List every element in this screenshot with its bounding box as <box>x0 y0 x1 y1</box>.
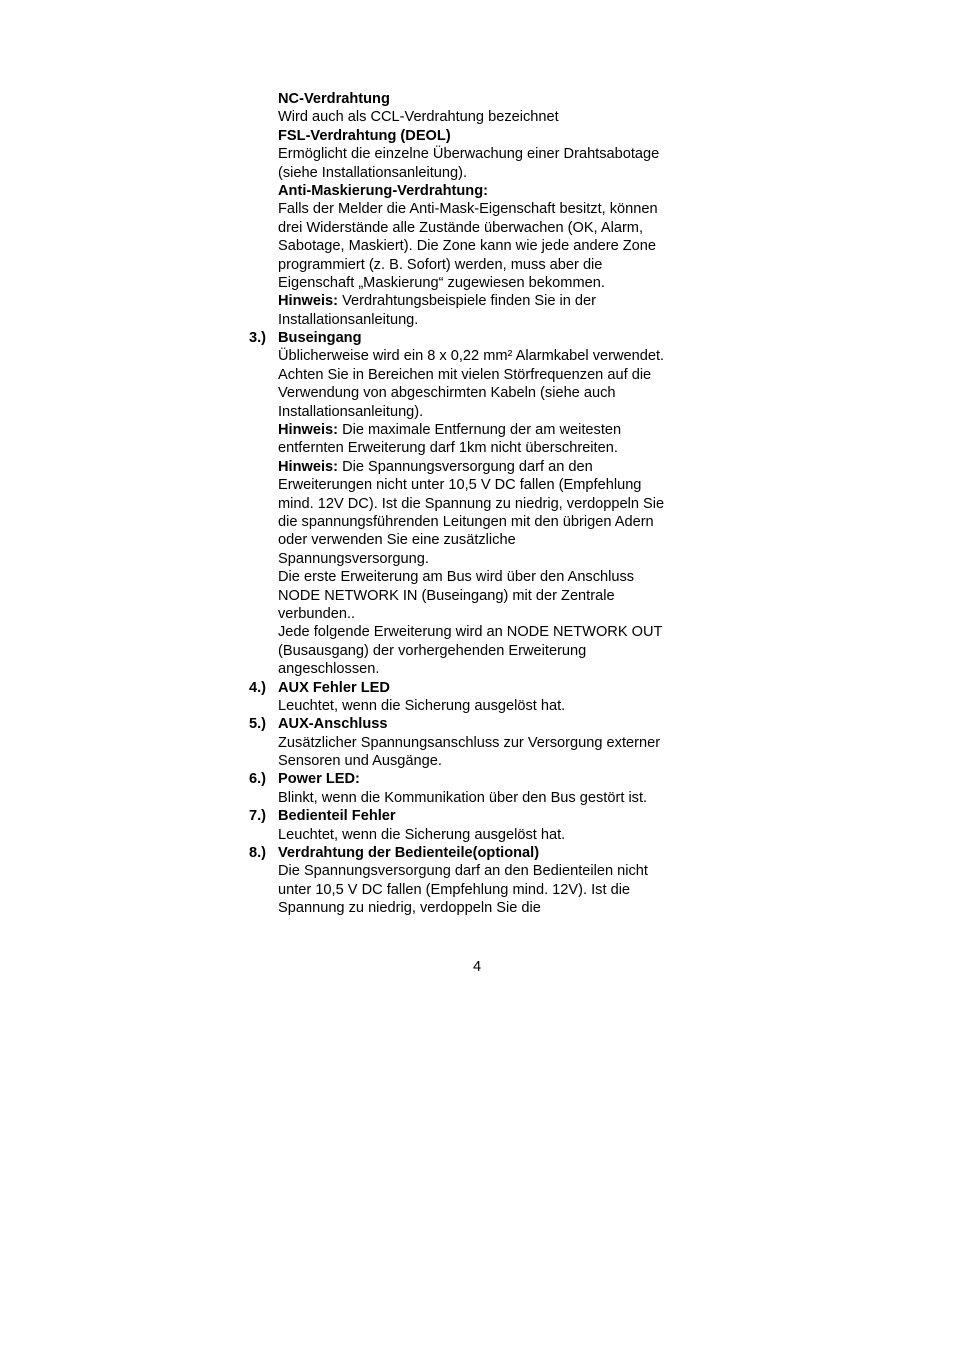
item-heading-5 <box>249 715 718 733</box>
item-heading-7 <box>249 807 718 825</box>
item-title: Power LED: <box>278 771 360 788</box>
note-text: Die Spannungsversorgung darf an den <box>338 458 593 475</box>
body-line: drei Widerstände alle Zustände überwachen (OK, Alarm, <box>278 219 644 236</box>
body-line: Jede folgende Erweiterung wird an NODE NETWORK OUT <box>278 624 663 641</box>
item-number: 3.) <box>249 330 267 347</box>
body-line: Ermöglicht die einzelne Überwachung einer Drahtsabotage <box>278 146 660 163</box>
body-line: angeschlossen. <box>278 661 380 678</box>
body-line: Sensoren und Ausgänge. <box>278 753 442 770</box>
item-title: Bedienteil Fehler <box>278 808 396 825</box>
body-line: die spannungsführenden Leitungen mit den übrigen Adern <box>278 513 654 530</box>
item-heading-6 <box>249 770 718 788</box>
note-line <box>278 292 718 310</box>
body-line: oder verwenden Sie eine zusätzliche <box>278 532 516 549</box>
body-line: Die Spannungsversorgung darf an den Bedienteilen nicht <box>278 863 648 880</box>
heading-anti-maskierung: Anti-Maskierung-Verdrahtung: <box>278 182 488 199</box>
note-label: Hinweis: <box>278 458 339 475</box>
item-title: Verdrahtung der Bedienteile(optional) <box>278 845 540 862</box>
body-line: entfernten Erweiterung darf 1km nicht überschreiten. <box>278 440 618 457</box>
item-number: 7.) <box>249 808 267 825</box>
note-label: Hinweis: <box>278 422 339 439</box>
body-line: Verwendung von abgeschirmten Kabeln (siehe auch <box>278 385 616 402</box>
body-line: Leuchtet, wenn die Sicherung ausgelöst hat. <box>278 697 566 714</box>
page-content <box>249 90 718 918</box>
note-line <box>278 421 718 439</box>
body-line: Eigenschaft „Maskierung“ zugewiesen bekommen. <box>278 274 605 291</box>
body-line: (Busausgang) der vorhergehenden Erweiterung <box>278 642 587 659</box>
body-line: Spannung zu niedrig, verdoppeln Sie die <box>278 900 541 917</box>
item-heading-3 <box>249 329 718 347</box>
note-text: Die maximale Entfernung der am weitesten <box>338 422 622 439</box>
body-line: Üblicherweise wird ein 8 x 0,22 mm² Alarmkabel verwendet. <box>278 348 665 365</box>
body-line: Installationsanleitung. <box>278 311 419 328</box>
body-line: Leuchtet, wenn die Sicherung ausgelöst hat. <box>278 826 566 843</box>
body-line: Spannungsversorgung. <box>278 550 429 567</box>
body-line: Blinkt, wenn die Kommunikation über den Bus gestört ist. <box>278 789 648 806</box>
item-title: Buseingang <box>278 330 362 347</box>
note-label: Hinweis: <box>278 293 339 310</box>
body-line: Erweiterungen nicht unter 10,5 V DC fallen (Empfehlung <box>278 477 642 494</box>
heading-nc-verdrahtung: NC-Verdrahtung <box>278 91 390 107</box>
page-number: 4 <box>472 959 482 975</box>
body-line: unter 10,5 V DC fallen (Empfehlung mind. 12V). Ist die <box>278 881 631 898</box>
body-line: NODE NETWORK IN (Buseingang) mit der Zentrale <box>278 587 615 604</box>
item-heading-8 <box>249 844 718 862</box>
body-line: Zusätzlicher Spannungsanschluss zur Versorgung externer <box>278 734 661 751</box>
body-line: Falls der Melder die Anti-Mask-Eigenschaft besitzt, können <box>278 201 658 218</box>
body-line: programmiert (z. B. Sofort) werden, muss aber die <box>278 256 603 273</box>
note-line <box>278 458 718 476</box>
body-line: mind. 12V DC). Ist die Spannung zu niedrig, verdoppeln Sie <box>278 495 665 512</box>
item-number: 8.) <box>249 845 267 862</box>
item-heading-4 <box>249 679 718 697</box>
heading-fsl-verdrahtung: FSL-Verdrahtung (DEOL) <box>278 127 451 144</box>
body-line: Wird auch als CCL-Verdrahtung bezeichnet <box>278 109 559 126</box>
body-line: (siehe Installationsanleitung). <box>278 164 468 181</box>
item-title: AUX Fehler LED <box>278 679 390 696</box>
body-line: Sabotage, Maskiert). Die Zone kann wie jede andere Zone <box>278 238 657 255</box>
body-line: Installationsanleitung). <box>278 403 424 420</box>
item-number: 4.) <box>249 679 267 696</box>
body-line: verbunden.. <box>278 605 356 622</box>
body-line: Die erste Erweiterung am Bus wird über den Anschluss <box>278 569 635 586</box>
body-line: Achten Sie in Bereichen mit vielen Störfrequenzen auf die <box>278 366 652 383</box>
item-title: AUX-Anschluss <box>278 716 388 733</box>
item-number: 5.) <box>249 716 267 733</box>
note-text: Verdrahtungsbeispiele finden Sie in der <box>338 293 597 310</box>
item-number: 6.) <box>249 771 267 788</box>
